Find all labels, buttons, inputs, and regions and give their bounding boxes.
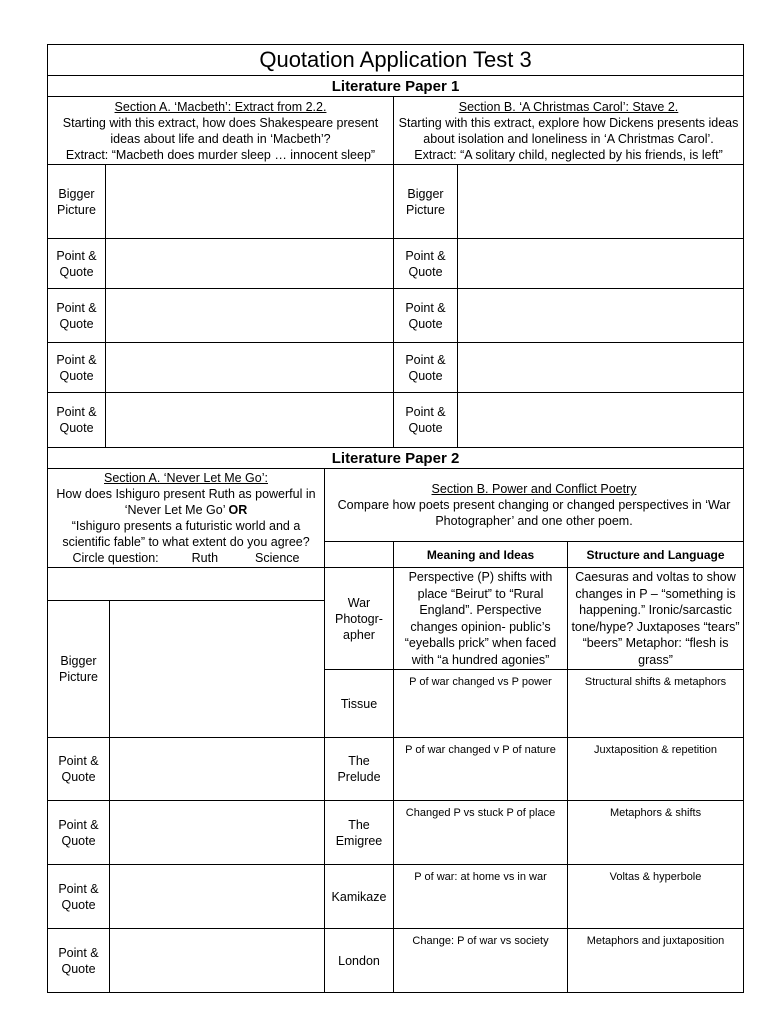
row-label: Bigger Picture [48,601,110,738]
structure-the-prelude: Juxtaposition & repetition [568,738,744,801]
section-b-extract: Extract: “A solitary child, neglected by his friends, is left” [414,147,723,162]
paper2-heading: Literature Paper 2 [48,448,744,469]
answer-box[interactable] [106,239,394,289]
answer-box[interactable] [106,289,394,343]
row-label: Point & Quote [48,393,106,448]
p2-section-b-question: Compare how poets present changing or changed perspectives in ‘War Photographer’ and one other poem. [337,498,731,529]
meaning-the-prelude: P of war changed v P of nature [394,738,568,801]
row-label: Point & Quote [48,343,106,393]
answer-box[interactable] [458,289,744,343]
row-label: Point & Quote [394,239,458,289]
paper2-table [47,468,744,993]
section-a-question: Starting with this extract, how does Shakespeare present ideas about life and death in ‘Macbeth’? [62,115,379,146]
row-label: Point & Quote [394,343,458,393]
p2-question-part1: How does Ishiguro present Ruth as powerful in ‘Never Let Me Go’ [56,487,316,517]
circle-question-line [52,550,320,566]
answer-box[interactable] [458,165,744,239]
answer-box[interactable] [110,865,325,929]
spacer-cell [48,568,325,601]
page-title: Quotation Application Test 3 [48,45,744,76]
paper1-heading: Literature Paper 1 [48,76,744,97]
option-science[interactable]: Science [255,551,300,565]
section-a-extract: Extract: “Macbeth does murder sleep … innocent sleep” [65,147,376,162]
row-label: Point & Quote [48,738,110,801]
section-a-heading: Section A. ‘Macbeth’: Extract from 2.2. [114,99,327,114]
answer-box[interactable] [106,165,394,239]
answer-box[interactable] [110,738,325,801]
poem-kamikaze: Kamikaze [325,865,394,929]
poem-tissue: Tissue [325,670,394,738]
p2-section-b-heading: Section B. Power and Conflict Poetry [431,482,637,497]
p2-section-a-question [52,486,320,518]
row-label: Bigger Picture [48,165,106,239]
answer-box[interactable] [458,343,744,393]
poem-war-photographer: War Photogr-apher [325,568,394,670]
poem-the-emigree: The Emigree [325,801,394,865]
poem-london: London [325,929,394,993]
p2-question-part2: “Ishiguro presents a futuristic world and a scientific fable” to what extent do you agree? [62,519,310,549]
poetry-prompt [325,469,744,542]
answer-box[interactable] [458,393,744,448]
answer-box[interactable] [106,393,394,448]
structure-kamikaze: Voltas & hyperbole [568,865,744,929]
section-b-question: Starting with this extract, explore how Dickens presents ideas about isolation and loneliness in ‘A Christmas Carol’. [398,115,739,146]
meaning-kamikaze: P of war: at home vs in war [394,865,568,929]
row-label: Bigger Picture [394,165,458,239]
structure-tissue: Structural shifts & metaphors [568,670,744,738]
row-label: Point & Quote [48,289,106,343]
answer-box[interactable] [106,343,394,393]
row-label: Point & Quote [48,239,106,289]
paper1-table [47,44,744,469]
p2-section-a-heading: Section A. ‘Never Let Me Go’: [104,471,268,485]
poem-header-blank [325,542,394,568]
answer-box[interactable] [110,929,325,993]
meaning-header: Meaning and Ideas [394,542,568,568]
meaning-tissue: P of war changed vs P power [394,670,568,738]
row-label: Point & Quote [394,289,458,343]
structure-london: Metaphors and juxtaposition [568,929,744,993]
answer-box[interactable] [110,801,325,865]
structure-the-emigree: Metaphors & shifts [568,801,744,865]
never-let-me-go-prompt [48,469,325,568]
row-label: Point & Quote [48,801,110,865]
christmas-carol-prompt [394,97,744,165]
meaning-london: Change: P of war vs society [394,929,568,993]
p2-question-or: OR [228,503,248,517]
section-b-heading: Section B. ‘A Christmas Carol’: Stave 2. [458,99,679,114]
structure-war-photographer: Caesuras and voltas to show changes in P – “something is happening.” Ironic/sarcastic tone/hype? Juxtaposes “tears” “beers” Metaphor: “flesh is grass” [568,568,744,670]
macbeth-prompt [48,97,394,165]
meaning-war-photographer: Perspective (P) shifts with place “Beirut” to “Rural England”. Perspective changes opinion- public’s “eyeballs prick” when faced with “a hundred agonies” [394,568,568,670]
worksheet [47,44,743,993]
structure-header: Structure and Language [568,542,744,568]
row-label: Point & Quote [48,929,110,993]
meaning-the-emigree: Changed P vs stuck P of place [394,801,568,865]
row-label: Point & Quote [394,393,458,448]
row-label: Point & Quote [48,865,110,929]
answer-box[interactable] [110,601,325,738]
poem-the-prelude: The Prelude [325,738,394,801]
circle-question-label: Circle question: [72,551,159,565]
answer-box[interactable] [458,239,744,289]
option-ruth[interactable]: Ruth [191,551,219,565]
